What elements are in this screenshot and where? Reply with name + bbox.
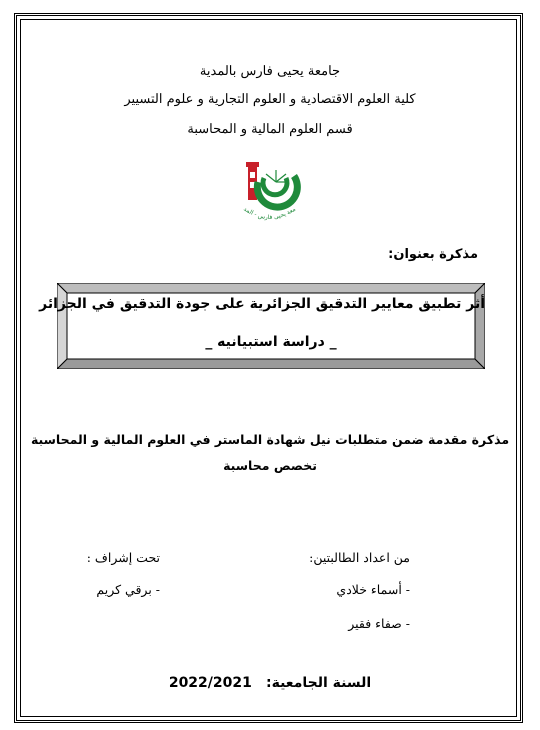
memo-label: مذكرة بعنوان: — [388, 247, 478, 262]
student-name-2: - صفاء فقير — [348, 616, 410, 631]
specialization: تخصص محاسبة — [223, 458, 317, 473]
student-name-1: - أسماء خلادي — [336, 582, 410, 597]
thesis-title-line1: أثر تطبيق معايير التدقيق الجزائرية على جودة التدقيق في الجزائر — [39, 296, 485, 312]
faculty-name: كلية العلوم الاقتصادية و العلوم التجارية و علوم التسيير — [124, 92, 416, 107]
logo-text: معة يحيى فارس - المد — [242, 205, 298, 222]
degree-statement: مذكرة مقدمة ضمن متطلبات نيل شهادة الماستر في العلوم المالية و المحاسبة — [30, 432, 510, 447]
academic-year — [0, 675, 540, 691]
supervisor-name: - برقي كريم — [96, 582, 160, 597]
university-seal-icon — [236, 152, 302, 232]
university-name: جامعة يحيى فارس بالمدية — [199, 64, 341, 79]
department-name: قسم العلوم المالية و المحاسبة — [187, 122, 353, 137]
prepared-by-label: من اعداد الطالبتين: — [309, 550, 410, 565]
supervisor-label: تحت إشراف : — [86, 550, 160, 565]
academic-year-label: السنة الجامعية: — [265, 675, 372, 691]
thesis-title-line2: _ دراسة استبيانيه _ — [205, 334, 337, 350]
academic-year-value: 2022/2021 — [168, 675, 252, 691]
